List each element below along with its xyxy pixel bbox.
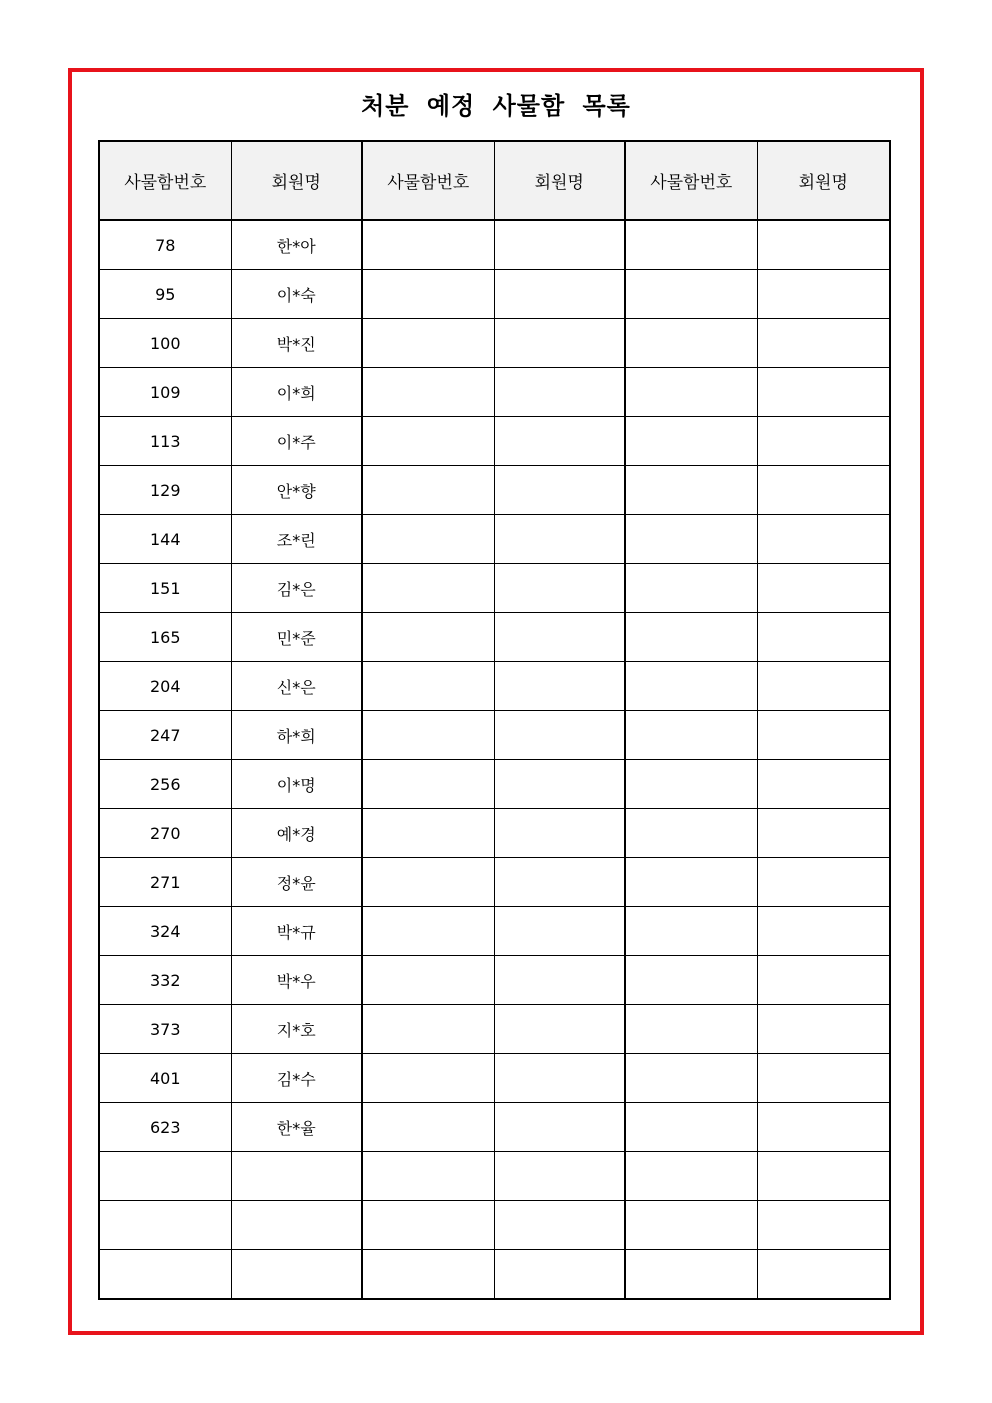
member-name-cell <box>757 1054 890 1103</box>
member-name-cell <box>757 662 890 711</box>
header-member-name-3: 회원명 <box>757 141 890 220</box>
member-name-cell: 박*규 <box>231 907 362 956</box>
locker-number-cell <box>625 417 757 466</box>
member-name-cell <box>757 858 890 907</box>
locker-number-cell <box>99 1152 231 1201</box>
locker-number-cell <box>362 1103 494 1152</box>
member-name-cell <box>757 1201 890 1250</box>
locker-number-cell <box>625 1054 757 1103</box>
table-row <box>99 1250 890 1300</box>
member-name-cell <box>494 564 625 613</box>
member-name-cell: 조*린 <box>231 515 362 564</box>
table-row <box>99 662 890 711</box>
locker-number-cell <box>362 809 494 858</box>
locker-number-cell <box>362 907 494 956</box>
locker-number-cell: 165 <box>99 613 231 662</box>
member-name-cell <box>494 1005 625 1054</box>
member-name-cell <box>757 220 890 270</box>
header-locker-number-3: 사물함번호 <box>625 141 757 220</box>
locker-number-cell <box>625 368 757 417</box>
locker-number-cell: 324 <box>99 907 231 956</box>
member-name-cell <box>231 1201 362 1250</box>
member-name-cell: 한*아 <box>231 220 362 270</box>
member-name-cell <box>494 270 625 319</box>
member-name-cell <box>757 417 890 466</box>
member-name-cell <box>494 956 625 1005</box>
locker-number-cell: 271 <box>99 858 231 907</box>
member-name-cell <box>231 1250 362 1300</box>
member-name-cell <box>494 809 625 858</box>
member-name-cell: 이*희 <box>231 368 362 417</box>
locker-number-cell <box>362 613 494 662</box>
locker-number-cell <box>362 1201 494 1250</box>
member-name-cell <box>494 858 625 907</box>
member-name-cell: 예*경 <box>231 809 362 858</box>
member-name-cell: 민*준 <box>231 613 362 662</box>
member-name-cell: 이*주 <box>231 417 362 466</box>
member-name-cell <box>494 515 625 564</box>
table-row <box>99 1152 890 1201</box>
member-name-cell <box>494 1054 625 1103</box>
member-name-cell <box>757 760 890 809</box>
locker-number-cell <box>625 564 757 613</box>
member-name-cell <box>757 956 890 1005</box>
locker-number-cell <box>362 662 494 711</box>
locker-number-cell <box>625 466 757 515</box>
table-row <box>99 613 890 662</box>
member-name-cell <box>494 417 625 466</box>
table-row <box>99 466 890 515</box>
member-name-cell <box>757 270 890 319</box>
locker-number-cell <box>625 1152 757 1201</box>
locker-number-cell <box>99 1250 231 1300</box>
locker-number-cell: 204 <box>99 662 231 711</box>
table-row <box>99 1201 890 1250</box>
table-row <box>99 368 890 417</box>
locker-number-cell <box>362 466 494 515</box>
locker-number-cell: 256 <box>99 760 231 809</box>
header-locker-number-1: 사물함번호 <box>99 141 231 220</box>
locker-number-cell <box>625 907 757 956</box>
locker-number-cell <box>362 368 494 417</box>
locker-number-cell <box>99 1201 231 1250</box>
table-header-row <box>99 141 890 220</box>
member-name-cell <box>494 711 625 760</box>
member-name-cell <box>494 1250 625 1300</box>
member-name-cell <box>757 711 890 760</box>
locker-number-cell <box>625 319 757 368</box>
table-body <box>99 220 890 1299</box>
member-name-cell <box>494 319 625 368</box>
member-name-cell <box>757 1152 890 1201</box>
member-name-cell <box>757 564 890 613</box>
locker-number-cell <box>625 1005 757 1054</box>
header-member-name-2: 회원명 <box>494 141 625 220</box>
locker-number-cell <box>362 515 494 564</box>
locker-number-cell <box>625 1201 757 1250</box>
locker-number-cell: 113 <box>99 417 231 466</box>
table-row <box>99 564 890 613</box>
member-name-cell <box>757 368 890 417</box>
locker-number-cell: 270 <box>99 809 231 858</box>
member-name-cell <box>494 1103 625 1152</box>
member-name-cell <box>757 1103 890 1152</box>
locker-number-cell <box>362 417 494 466</box>
locker-number-cell <box>362 1250 494 1300</box>
locker-number-cell: 332 <box>99 956 231 1005</box>
member-name-cell <box>494 662 625 711</box>
member-name-cell <box>494 1152 625 1201</box>
member-name-cell <box>757 907 890 956</box>
table-row <box>99 809 890 858</box>
locker-number-cell <box>625 613 757 662</box>
table-row <box>99 319 890 368</box>
locker-number-cell <box>625 1250 757 1300</box>
locker-number-cell: 109 <box>99 368 231 417</box>
locker-number-cell <box>362 270 494 319</box>
locker-number-cell <box>362 1152 494 1201</box>
header-locker-number-2: 사물함번호 <box>362 141 494 220</box>
locker-number-cell <box>625 858 757 907</box>
member-name-cell <box>494 613 625 662</box>
member-name-cell <box>757 466 890 515</box>
table-row <box>99 1005 890 1054</box>
table-row <box>99 956 890 1005</box>
table-row <box>99 1103 890 1152</box>
locker-number-cell <box>362 319 494 368</box>
locker-number-cell: 144 <box>99 515 231 564</box>
table-row <box>99 515 890 564</box>
table-row <box>99 1054 890 1103</box>
locker-number-cell <box>362 760 494 809</box>
locker-number-cell <box>625 270 757 319</box>
locker-number-cell <box>362 858 494 907</box>
locker-number-cell <box>625 956 757 1005</box>
member-name-cell: 한*율 <box>231 1103 362 1152</box>
member-name-cell: 이*숙 <box>231 270 362 319</box>
member-name-cell <box>494 220 625 270</box>
member-name-cell: 박*우 <box>231 956 362 1005</box>
member-name-cell <box>757 809 890 858</box>
locker-number-cell <box>625 1103 757 1152</box>
member-name-cell <box>757 515 890 564</box>
member-name-cell: 신*은 <box>231 662 362 711</box>
member-name-cell: 이*명 <box>231 760 362 809</box>
table-row <box>99 711 890 760</box>
locker-number-cell: 623 <box>99 1103 231 1152</box>
locker-number-cell: 151 <box>99 564 231 613</box>
member-name-cell: 하*희 <box>231 711 362 760</box>
member-name-cell <box>494 466 625 515</box>
locker-number-cell: 129 <box>99 466 231 515</box>
locker-number-cell <box>362 711 494 760</box>
table-row <box>99 417 890 466</box>
member-name-cell: 박*진 <box>231 319 362 368</box>
member-name-cell <box>757 319 890 368</box>
locker-number-cell <box>625 220 757 270</box>
member-name-cell: 지*호 <box>231 1005 362 1054</box>
member-name-cell <box>494 368 625 417</box>
table-row <box>99 907 890 956</box>
member-name-cell: 김*수 <box>231 1054 362 1103</box>
table-row <box>99 858 890 907</box>
locker-number-cell: 100 <box>99 319 231 368</box>
member-name-cell: 김*은 <box>231 564 362 613</box>
member-name-cell <box>757 1250 890 1300</box>
member-name-cell <box>494 907 625 956</box>
member-name-cell <box>757 1005 890 1054</box>
locker-number-cell <box>625 711 757 760</box>
member-name-cell: 정*윤 <box>231 858 362 907</box>
locker-number-cell <box>362 564 494 613</box>
locker-number-cell: 401 <box>99 1054 231 1103</box>
locker-number-cell: 247 <box>99 711 231 760</box>
member-name-cell <box>494 1201 625 1250</box>
member-name-cell <box>231 1152 362 1201</box>
locker-number-cell <box>625 809 757 858</box>
member-name-cell: 안*향 <box>231 466 362 515</box>
header-member-name-1: 회원명 <box>231 141 362 220</box>
locker-number-cell <box>362 220 494 270</box>
locker-number-cell: 95 <box>99 270 231 319</box>
locker-number-cell <box>625 760 757 809</box>
locker-disposal-table <box>98 140 891 1300</box>
locker-number-cell <box>362 1054 494 1103</box>
locker-number-cell: 373 <box>99 1005 231 1054</box>
locker-number-cell: 78 <box>99 220 231 270</box>
locker-number-cell <box>362 956 494 1005</box>
table-row <box>99 270 890 319</box>
document-title: 처분 예정 사물함 목록 <box>361 92 631 120</box>
locker-number-cell <box>362 1005 494 1054</box>
table-row <box>99 220 890 270</box>
locker-number-cell <box>625 662 757 711</box>
member-name-cell <box>757 613 890 662</box>
locker-number-cell <box>625 515 757 564</box>
member-name-cell <box>494 760 625 809</box>
table-row <box>99 760 890 809</box>
